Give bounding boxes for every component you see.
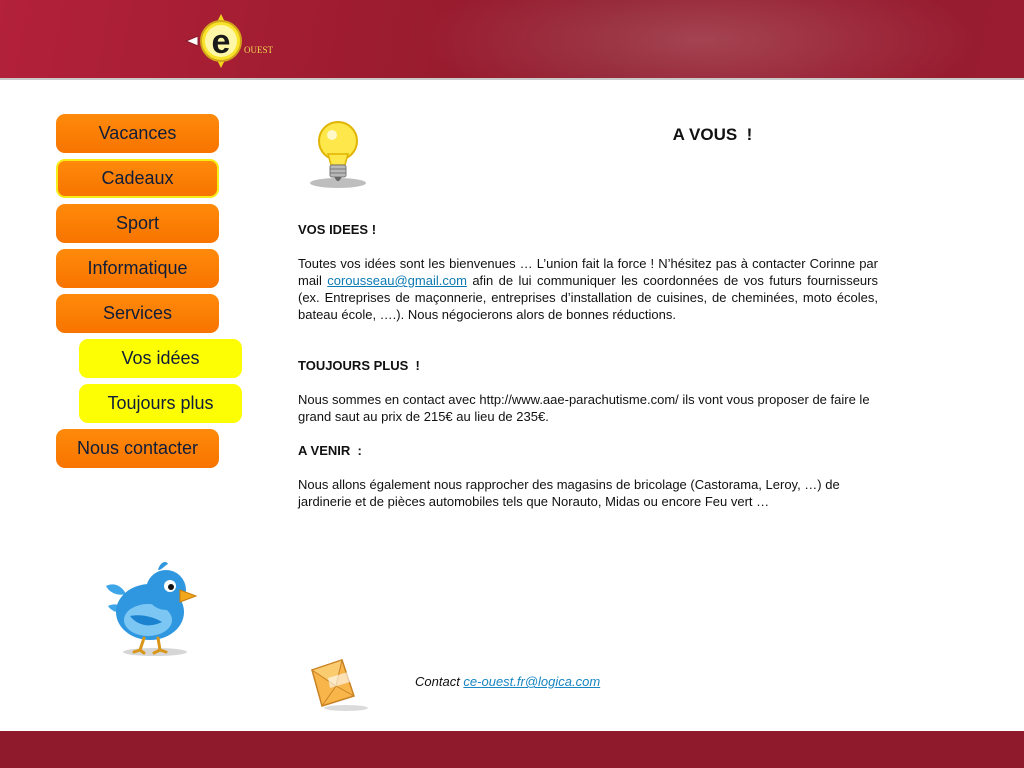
footer-bar — [0, 731, 1024, 768]
svg-text:OUEST: OUEST — [244, 45, 273, 55]
coming-heading: A VENIR : — [298, 443, 362, 458]
logo-icon[interactable] — [184, 14, 278, 68]
ideas-text-after: afin de lui communiquer les coordonnées de vos futurs fournisseurs (ex. Entreprises de maçonnerie, entreprises d’installation de cuisines, de cheminées, moto écoles, bateau école, ….). Nous négocierons alors de bonnes réductions. — [298, 273, 878, 322]
more-paragraph: Nous sommes en contact avec http://www.aae-parachutisme.com/ ils vont vous proposer de faire le grand saut au prix de 215€ au lieu de 235€. — [298, 392, 870, 424]
twitter-bird-icon[interactable] — [100, 556, 208, 660]
lightbulb-icon — [306, 117, 370, 189]
ideas-text-before: Toutes vos idées sont les bienvenues … L’union fait la force ! N’hésitez pas à contacter Corinne par mail — [298, 256, 878, 288]
nav-informatique[interactable]: Informatique — [56, 249, 219, 288]
nav-cadeaux[interactable]: Cadeaux — [56, 159, 219, 198]
contact-email-link[interactable]: ce-ouest.fr@logica.com — [463, 674, 601, 689]
nav-services[interactable]: Services — [56, 294, 219, 333]
ideas-email-link[interactable]: corousseau@gmail.com — [327, 273, 467, 288]
ideas-paragraph — [298, 255, 878, 323]
svg-text:e: e — [211, 23, 231, 61]
footer-contact — [415, 674, 600, 689]
nav-vos-idees[interactable]: Vos idées — [79, 339, 242, 378]
ideas-heading: VOS IDEES ! — [298, 222, 377, 237]
header-banner — [0, 0, 1024, 80]
nav-toujours-plus[interactable]: Toujours plus — [79, 384, 242, 423]
envelope-icon[interactable] — [308, 656, 370, 712]
main-content — [298, 221, 878, 510]
nav-nous-contacter[interactable]: Nous contacter — [56, 429, 219, 468]
page-title: A VOUS ! — [672, 125, 753, 144]
header-glow — [420, 0, 980, 80]
nav-sport[interactable]: Sport — [56, 204, 219, 243]
coming-paragraph: Nous allons également nous rapprocher des magasins de bricolage (Castorama, Leroy, …) de jardinerie et de pièces automobiles tels que Norauto, Midas ou encore Feu vert … — [298, 477, 840, 509]
nav-vacances[interactable]: Vacances — [56, 114, 219, 153]
more-heading: TOUJOURS PLUS ! — [298, 358, 420, 373]
contact-label: Contact — [415, 674, 464, 689]
